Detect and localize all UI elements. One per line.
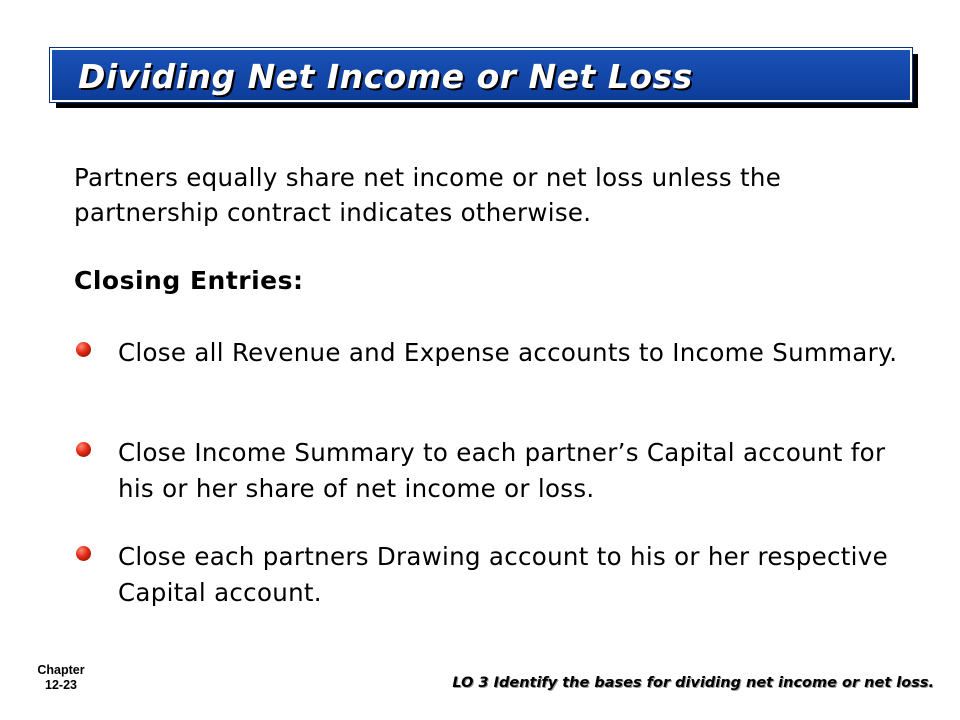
chapter-label xyxy=(30,663,92,693)
red-sphere-bullet-icon xyxy=(76,546,91,561)
chapter-number: 12-23 xyxy=(45,678,77,692)
bullet-text: Close each partners Drawing account to his or her respective Capital account. xyxy=(118,542,888,607)
list-item xyxy=(118,435,908,507)
learning-objective: LO 3 Identify the bases for dividing net income or net loss. xyxy=(452,675,934,691)
list-item xyxy=(118,539,908,611)
slide-title: Dividing Net Income or Net Loss xyxy=(78,57,693,96)
bullet-text: Close all Revenue and Expense accounts to Income Summary. xyxy=(118,338,898,367)
red-sphere-bullet-icon xyxy=(76,342,91,357)
closing-entries-heading: Closing Entries: xyxy=(74,266,304,295)
intro-paragraph: Partners equally share net income or net loss unless the partnership contract indicates otherwise. xyxy=(74,163,782,227)
list-item xyxy=(118,335,908,371)
bullet-text: Close Income Summary to each partner’s Capital account for his or her share of net income or loss. xyxy=(118,438,886,503)
red-sphere-bullet-icon xyxy=(76,442,91,457)
chapter-word: Chapter xyxy=(37,663,85,677)
title-bar xyxy=(50,48,912,102)
